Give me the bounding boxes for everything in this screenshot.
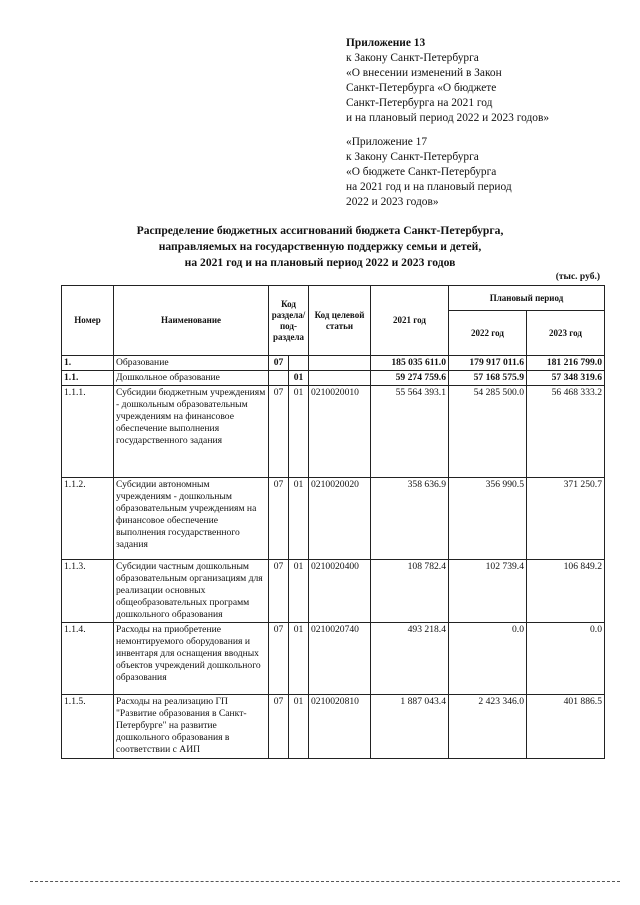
header-2023: 2023 год — [527, 311, 605, 356]
row-subsection: 01 — [289, 371, 309, 386]
row-value-2022: 57 168 575.9 — [449, 371, 527, 386]
row-number: 1.1.1. — [62, 386, 114, 478]
row-target-code: 0210020740 — [309, 623, 371, 695]
row-value-2021: 108 782.4 — [371, 560, 449, 623]
document-title-line: на 2021 год и на плановый период 2022 и 2023 годов — [184, 256, 456, 269]
document-title-line: направляемых на государственную поддержку семьи и детей, — [158, 240, 482, 253]
row-name: Субсидии частным дошкольным образовательным организациям для реализации основных общеобразовательных программ дошкольного образования — [114, 560, 269, 623]
row-value-2021: 493 218.4 — [371, 623, 449, 695]
row-value-2021: 1 887 043.4 — [371, 695, 449, 759]
row-value-2023: 371 250.7 — [527, 478, 605, 560]
row-section: 07 — [269, 386, 289, 478]
row-subsection: 01 — [289, 623, 309, 695]
appendix-line: и на плановый период 2022 и 2023 годов» — [346, 112, 550, 124]
table-row — [62, 371, 605, 386]
row-value-2023: 401 886.5 — [527, 695, 605, 759]
row-subsection — [289, 356, 309, 371]
header-name: Наименование — [114, 286, 269, 356]
table-header-row — [62, 286, 605, 311]
row-value-2022: 2 423 346.0 — [449, 695, 527, 759]
row-subsection: 01 — [289, 560, 309, 623]
appendix-header — [346, 36, 631, 210]
original-appendix-line: к Закону Санкт-Петербурга — [346, 151, 479, 163]
row-section: 07 — [269, 356, 289, 371]
header-target-code: Код целевой статьи — [309, 286, 371, 356]
row-target-code — [309, 371, 371, 386]
table-row — [62, 560, 605, 623]
row-value-2023: 106 849.2 — [527, 560, 605, 623]
document-title-line: Распределение бюджетных ассигнований бюджета Санкт-Петербурга, — [136, 224, 504, 237]
header-section-code: Код раздела/ под-раздела — [269, 286, 309, 356]
row-section: 07 — [269, 478, 289, 560]
document-title — [0, 223, 640, 271]
header-2021: 2021 год — [371, 286, 449, 356]
appendix-line: к Закону Санкт-Петербурга — [346, 52, 479, 64]
budget-table — [61, 285, 605, 759]
original-appendix-line: на 2021 год и на плановый период — [346, 181, 512, 193]
row-target-code — [309, 356, 371, 371]
row-value-2021: 358 636.9 — [371, 478, 449, 560]
row-number: 1.1.2. — [62, 478, 114, 560]
bottom-divider — [30, 881, 620, 882]
row-target-code: 0210020810 — [309, 695, 371, 759]
row-value-2023: 57 348 319.6 — [527, 371, 605, 386]
row-number: 1.1.4. — [62, 623, 114, 695]
row-subsection: 01 — [289, 478, 309, 560]
row-value-2021: 185 035 611.0 — [371, 356, 449, 371]
row-number: 1.1.5. — [62, 695, 114, 759]
original-appendix-line: «Приложение 17 — [346, 136, 428, 148]
row-subsection: 01 — [289, 695, 309, 759]
table-row — [62, 623, 605, 695]
row-section: 07 — [269, 695, 289, 759]
units-label: (тыс. руб.) — [555, 272, 600, 282]
row-value-2021: 59 274 759.6 — [371, 371, 449, 386]
row-target-code: 0210020010 — [309, 386, 371, 478]
row-section: 07 — [269, 560, 289, 623]
row-section — [269, 371, 289, 386]
row-name: Субсидии бюджетным учреждениям - дошкольным образовательным учреждениям на финансовое обеспечение выполнения государственного задания — [114, 386, 269, 478]
header-2022: 2022 год — [449, 311, 527, 356]
table-body — [62, 356, 605, 759]
row-value-2023: 56 468 333.2 — [527, 386, 605, 478]
row-number: 1. — [62, 356, 114, 371]
header-planned-period: Плановый период — [449, 286, 605, 311]
row-name: Расходы на реализацию ГП "Развитие образования в Санкт-Петербурге" на развитие дошкольного образования в соответствии с АИП — [114, 695, 269, 759]
row-subsection: 01 — [289, 386, 309, 478]
row-name: Дошкольное образование — [114, 371, 269, 386]
row-value-2023: 0.0 — [527, 623, 605, 695]
appendix-title: Приложение 13 — [346, 37, 426, 49]
appendix-line: Санкт-Петербурга «О бюджете — [346, 82, 497, 94]
table-row — [62, 695, 605, 759]
row-number: 1.1.3. — [62, 560, 114, 623]
row-value-2022: 179 917 011.6 — [449, 356, 527, 371]
appendix-line: «О внесении изменений в Закон — [346, 67, 502, 79]
row-value-2022: 356 990.5 — [449, 478, 527, 560]
row-target-code: 0210020400 — [309, 560, 371, 623]
appendix-line: Санкт-Петербурга на 2021 год — [346, 97, 493, 109]
row-value-2021: 55 564 393.1 — [371, 386, 449, 478]
row-section: 07 — [269, 623, 289, 695]
table-row — [62, 356, 605, 371]
original-appendix-line: 2022 и 2023 годов» — [346, 196, 439, 208]
row-value-2022: 102 739.4 — [449, 560, 527, 623]
header-number: Номер — [62, 286, 114, 356]
row-value-2023: 181 216 799.0 — [527, 356, 605, 371]
row-value-2022: 0.0 — [449, 623, 527, 695]
row-name: Расходы на приобретение немонтируемого оборудования и инвентаря для оснащения вводных объектов учреждений дошкольного образования — [114, 623, 269, 695]
table-row — [62, 386, 605, 478]
original-appendix-line: «О бюджете Санкт-Петербурга — [346, 166, 497, 178]
row-value-2022: 54 285 500.0 — [449, 386, 527, 478]
row-target-code: 0210020020 — [309, 478, 371, 560]
row-name: Субсидии автономным учреждениям - дошкольным образовательным учреждениям на финансовое обеспечение выполнения государственного задания — [114, 478, 269, 560]
table-row — [62, 478, 605, 560]
row-number: 1.1. — [62, 371, 114, 386]
row-name: Образование — [114, 356, 269, 371]
